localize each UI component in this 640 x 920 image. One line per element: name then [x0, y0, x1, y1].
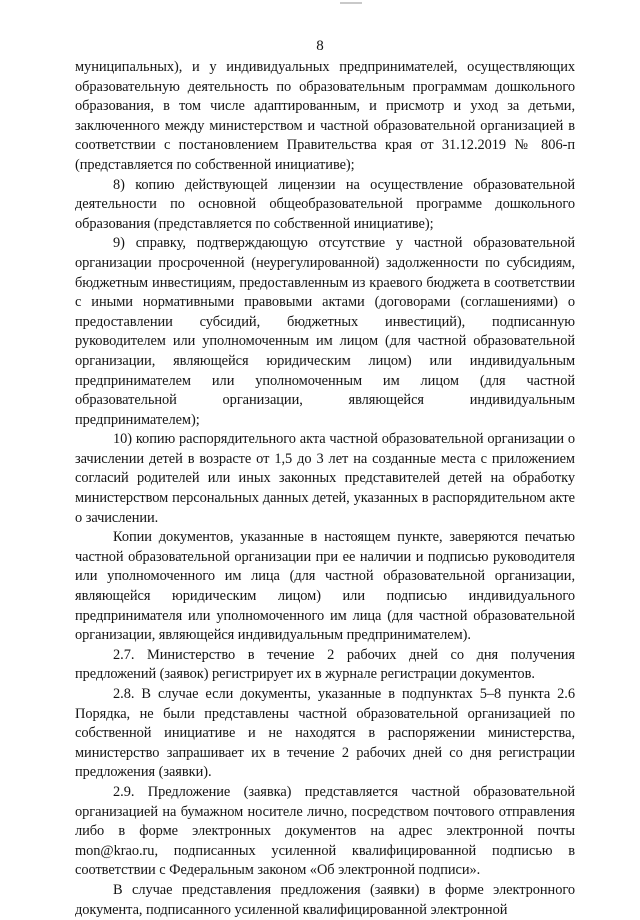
page-number: 8: [316, 38, 324, 54]
paragraph-2-8: 2.8. В случае если документы, указанные в подпунктах 5–8 пункта 2.6 Порядка, не были представлены частной образовательной организацией по собственной инициативе и не находятся в распоряжении министерства, министерство запрашивает их в течение 2 рабочих дней со дня регистрации предложения (заявки).: [75, 686, 575, 781]
paragraph-item-8: 8) копию действующей лицензии на осуществление образовательной деятельности по основной общеобразовательной программе дошкольного образования (представляется по собственной инициативе);: [75, 176, 575, 232]
paragraph-item-9: 9) справку, подтверждающую отсутствие у частной образовательной организации просроченной (неурегулированной) задолженности по субсидиям, бюджетным инвестициям, предоставленным из краевого бюджета в соответствии с иными нормативными правовыми актами (договорами (соглашениями) о предоставлении субсидий, бюджетных инвестиций), подписанную руководителем или уполномоченным им лицом (для частной образовательной организации, являющейся юридическим лицом) или индивидуальным предпринимателем или уполномоченным им лицом (для частной образовательной организации, являющейся индивидуальным предпринимателем);: [75, 235, 575, 428]
paragraph-2-9: 2.9. Предложение (заявка) представляется частной образовательной организацией на бумажном носителе лично, посредством почтового отправления либо в форме электронных документов на адрес электронной почты mon@krao.ru, подписанных усиленной квалифицированной подписью в соответствии с Федеральным законом «Об электронной подписи».: [75, 783, 575, 879]
paragraph-item-10: 10) копию распорядительного акта частной образовательной организации о зачислении детей в возрасте от 1,5 до 3 лет на созданные места с приложением согласий родителей или иных законных представителей детей на обработку министерством персональных данных детей, указанных в распорядительном акте о зачислении.: [75, 431, 575, 526]
document-body: [75, 58, 575, 920]
paragraph-electronic-submission: В случае представления предложения (заявки) в форме электронного документа, подписанного усиленной квалифицированной электронной: [75, 881, 575, 918]
paragraph-2-7: 2.7. Министерство в течение 2 рабочих дней со дня получения предложений (заявок) регистрирует их в журнале регистрации документов.: [75, 646, 575, 683]
scan-artifact: [340, 2, 362, 4]
paragraph-continuation: муниципальных), и у индивидуальных предпринимателей, осуществляющих образовательную деятельность по образовательным программам дошкольного образования, в том числе адаптированным, и присмотр и уход за детьми, заключенного между министерством и частной образовательной организацией в соответствии с постановлением Правительства края от 31.12.2019 № 806-п (представляется по собственной инициативе);: [75, 59, 575, 173]
paragraph-copies-certification: Копии документов, указанные в настоящем пункте, заверяются печатью частной образовательной организации при ее наличии и подписью руководителя или уполномоченного им лица (для частной образовательной организации, являющейся юридическим лицом) или подписью индивидуального предпринимателя или уполномоченного им лица (для частной образовательной организации, являющейся индивидуальным предпринимателем).: [75, 529, 575, 644]
